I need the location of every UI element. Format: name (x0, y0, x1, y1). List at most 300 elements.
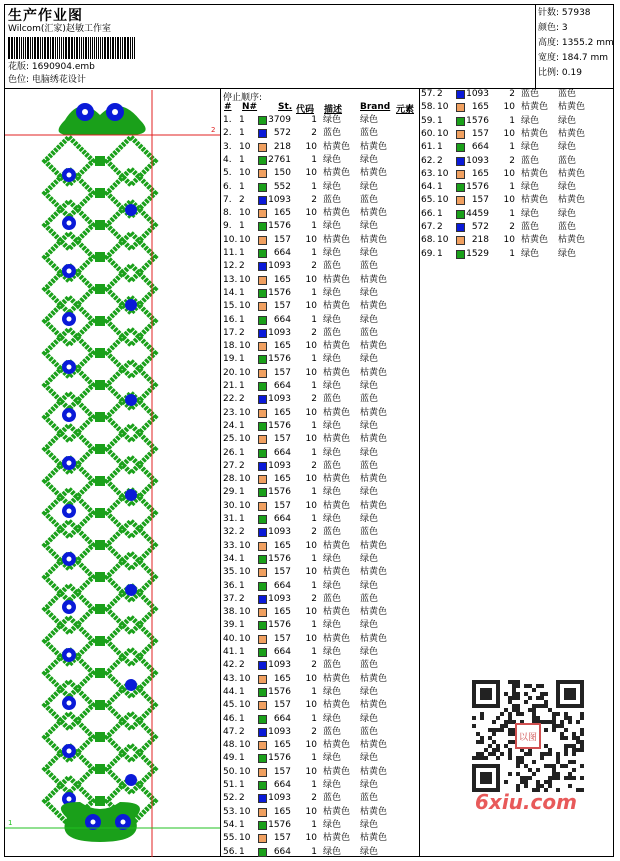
color-swatch (258, 342, 267, 351)
color-swatch (258, 196, 267, 205)
stop-brand: 枯黄色 (558, 102, 586, 113)
stop-stitches: 1529 (466, 248, 489, 259)
stop-code: 1 (509, 142, 515, 153)
stop-stitches: 165 (273, 540, 291, 551)
qr-module (576, 736, 580, 740)
qr-module (580, 716, 584, 720)
qr-module (564, 716, 568, 720)
stop-description: 绿色 (521, 248, 540, 259)
lattice-knot (95, 668, 105, 678)
lattice-knot (95, 348, 105, 358)
barcode-bar (44, 37, 46, 59)
qr-module (540, 704, 544, 708)
stop-description: 绿色 (323, 420, 342, 431)
side-flower-center (67, 317, 72, 322)
barcode-bar (40, 37, 41, 59)
lattice-knot (95, 572, 105, 582)
stop-brand: 蓝色 (558, 222, 577, 232)
qr-module (472, 724, 476, 728)
stop-description: 枯黄色 (323, 208, 351, 219)
stop-index: 19. (223, 354, 238, 365)
qr-module (508, 756, 512, 760)
stop-needle: 10 (437, 102, 449, 113)
stop-code: 2 (311, 527, 317, 538)
stop-brand: 枯黄色 (360, 234, 388, 245)
stop-code: 1 (311, 181, 317, 192)
stop-brand: 绿色 (360, 553, 379, 564)
stop-description: 绿色 (323, 647, 342, 657)
stop-description: 蓝色 (521, 155, 540, 166)
qr-module (548, 708, 552, 712)
stop-brand: 枯黄色 (360, 633, 388, 644)
stop-stitches: 664 (273, 314, 291, 325)
stop-needle: 1 (239, 115, 245, 125)
stop-stitches: 165 (273, 673, 291, 684)
stop-brand: 绿色 (360, 420, 379, 431)
stop-code: 1 (311, 381, 317, 391)
stop-description: 绿色 (323, 620, 342, 631)
stop-needle: 10 (239, 407, 251, 418)
barcode-bar (98, 37, 99, 59)
color-swatch (258, 276, 267, 285)
stop-needle: 1 (239, 780, 245, 790)
stop-description: 枯黄色 (521, 195, 549, 206)
stop-brand: 绿色 (558, 248, 577, 259)
color-swatch (258, 808, 267, 817)
stop-index: 20. (223, 367, 238, 378)
lattice-knot (95, 796, 105, 806)
qr-module (484, 756, 488, 760)
barcode-bar (50, 37, 51, 59)
stop-description: 绿色 (323, 381, 342, 391)
stop-stitches: 1576 (466, 115, 489, 126)
stop-brand: 蓝色 (360, 194, 379, 205)
qr-module (556, 752, 560, 756)
stop-index: 31. (223, 514, 238, 524)
stop-description: 绿色 (323, 487, 342, 498)
side-flower (125, 774, 137, 786)
stop-description: 绿色 (323, 154, 342, 165)
stop-brand: 枯黄色 (360, 740, 388, 751)
stop-code: 10 (503, 168, 515, 179)
stop-index: 45. (223, 700, 238, 711)
color-swatch (258, 302, 267, 311)
qr-module (544, 764, 548, 768)
qr-module (568, 744, 572, 748)
stop-description: 蓝色 (323, 793, 342, 804)
qr-finder (480, 688, 492, 700)
qr-module (552, 716, 556, 720)
color-swatch (456, 143, 465, 152)
stop-needle: 10 (239, 673, 251, 684)
qr-module (480, 740, 484, 744)
stop-needle: 10 (239, 367, 251, 378)
stop-description: 枯黄色 (323, 540, 351, 551)
stop-description: 蓝色 (323, 726, 342, 737)
design-height: 高度: 1355.2 mm (538, 38, 614, 48)
stop-code: 10 (305, 540, 317, 551)
qr-module (504, 724, 508, 728)
side-flower-center (67, 557, 72, 562)
qr-module (572, 776, 576, 780)
stop-index: 64. (421, 182, 436, 193)
qr-module (496, 744, 500, 748)
color-swatch (258, 555, 267, 564)
qr-module (564, 748, 568, 752)
stop-code: 2 (311, 593, 317, 604)
lattice-diamond (107, 617, 155, 665)
qr-module (552, 728, 556, 732)
stop-stitches: 1093 (466, 89, 489, 99)
stop-code: 2 (311, 261, 317, 272)
qr-module (520, 712, 524, 716)
stop-index: 29. (223, 487, 238, 498)
stop-brand: 绿色 (360, 287, 379, 298)
stop-needle: 2 (239, 527, 245, 538)
stop-needle: 1 (239, 381, 245, 391)
color-swatch (258, 249, 267, 258)
color-swatch (456, 250, 465, 259)
qr-module (508, 712, 512, 716)
lattice-knot (95, 156, 105, 166)
stop-stitches: 664 (273, 447, 291, 458)
stop-brand: 绿色 (558, 115, 577, 126)
stop-brand: 枯黄色 (558, 235, 586, 246)
barcode-bar (124, 37, 126, 59)
qr-module (488, 752, 492, 756)
qr-module (496, 748, 500, 752)
col-code: 代码 (296, 105, 315, 115)
stop-index: 37. (223, 593, 238, 604)
stop-needle: 1 (239, 553, 245, 564)
stop-code: 10 (305, 766, 317, 777)
stop-index: 49. (223, 753, 238, 764)
stop-sequence-heading: 停止顺序: (223, 93, 263, 103)
stop-stitches: 157 (273, 367, 291, 378)
stop-stitches: 664 (273, 580, 291, 591)
stop-needle: 10 (239, 766, 251, 777)
barcode-bar (102, 37, 103, 59)
color-swatch (258, 143, 267, 152)
stop-index: 48. (223, 740, 238, 751)
stop-stitches: 157 (273, 434, 291, 445)
stats-panel (538, 6, 614, 81)
qr-module (476, 740, 480, 744)
stop-index: 24. (223, 420, 238, 431)
stop-needle: 10 (239, 806, 251, 817)
qr-module (540, 752, 544, 756)
stop-stitches: 157 (273, 567, 291, 578)
stop-description: 绿色 (323, 780, 342, 790)
color-swatch (258, 502, 267, 511)
color-swatch (258, 621, 267, 630)
stop-code: 10 (305, 806, 317, 817)
qr-module (540, 696, 544, 700)
stop-description: 枯黄色 (323, 434, 351, 445)
stop-brand: 枯黄色 (360, 700, 388, 711)
list-divider (419, 88, 420, 857)
qr-module (544, 752, 548, 756)
stop-description: 绿色 (323, 753, 342, 764)
color-swatch (258, 435, 267, 444)
stop-brand: 枯黄色 (558, 128, 586, 139)
qr-module (516, 764, 520, 768)
qr-module (552, 764, 556, 768)
stop-index: 6. (223, 181, 232, 192)
qr-module (476, 732, 480, 736)
stop-stitches: 157 (273, 833, 291, 844)
color-swatch (258, 715, 267, 724)
qr-module (580, 712, 584, 716)
qr-module (568, 772, 572, 776)
qr-module (508, 680, 512, 684)
qr-module (544, 720, 548, 724)
stop-needle: 10 (239, 434, 251, 445)
qr-module (532, 704, 536, 708)
barcode-bar (63, 37, 64, 59)
stop-code: 2 (311, 793, 317, 804)
qr-module (496, 728, 500, 732)
qr-module (476, 752, 480, 756)
qr-module (576, 720, 580, 724)
qr-module (580, 788, 584, 792)
stop-needle: 1 (239, 287, 245, 298)
color-swatch (258, 422, 267, 431)
side-flower (125, 489, 137, 501)
color-swatch (258, 741, 267, 750)
stop-brand: 绿色 (360, 487, 379, 498)
stop-stitches: 157 (273, 500, 291, 511)
color-swatch (258, 821, 267, 830)
stop-needle: 1 (437, 248, 443, 259)
stop-stitches: 1576 (268, 487, 291, 498)
qr-module (476, 756, 480, 760)
side-flower (125, 299, 137, 311)
color-swatch (258, 329, 267, 338)
stop-brand: 绿色 (360, 580, 379, 591)
barcode-bar (134, 37, 135, 59)
stop-needle: 1 (437, 208, 443, 219)
stop-index: 17. (223, 327, 238, 338)
color-swatch (258, 542, 267, 551)
preview-marker-end: 2 (211, 126, 216, 134)
barcode-bar (32, 37, 33, 59)
stop-stitches: 664 (273, 846, 291, 857)
stop-code: 2 (509, 155, 515, 166)
stop-description: 枯黄色 (521, 102, 549, 113)
stop-brand: 枯黄色 (360, 208, 388, 219)
qr-module (484, 748, 488, 752)
stop-brand: 枯黄色 (360, 766, 388, 777)
side-flower-center (67, 173, 72, 178)
qr-module (532, 760, 536, 764)
side-flower (125, 679, 137, 691)
lattice-diamond (107, 521, 155, 569)
stop-code: 10 (305, 274, 317, 285)
stop-stitches: 1093 (268, 593, 291, 604)
stop-stitches: 165 (273, 208, 291, 219)
stop-needle: 1 (239, 580, 245, 591)
lattice-knot (95, 444, 105, 454)
stop-description: 枯黄色 (323, 833, 351, 844)
stop-stitches: 1093 (466, 155, 489, 166)
stop-brand: 枯黄色 (360, 500, 388, 511)
stop-code: 2 (311, 660, 317, 671)
qr-module (576, 740, 580, 744)
design-scale: 比例: 0.19 (538, 68, 582, 78)
stop-index: 44. (223, 686, 238, 697)
stop-code: 2 (311, 726, 317, 737)
stop-index: 7. (223, 194, 232, 205)
col-element: 元素 (396, 105, 415, 115)
stop-description: 绿色 (323, 314, 342, 325)
qr-module (524, 752, 528, 756)
col-index: # (224, 102, 232, 112)
lattice-knot (95, 188, 105, 198)
color-swatch (258, 675, 267, 684)
qr-module (548, 720, 552, 724)
barcode-bar (79, 37, 80, 59)
lattice-diamond (107, 425, 155, 473)
stop-code: 1 (509, 208, 515, 219)
stop-code: 1 (509, 115, 515, 126)
color-swatch (258, 834, 267, 843)
stop-code: 10 (305, 301, 317, 312)
color-swatch (258, 608, 267, 617)
stop-needle: 10 (239, 567, 251, 578)
qr-module (492, 732, 496, 736)
qr-module (568, 716, 572, 720)
qr-module (504, 708, 508, 712)
color-swatch (456, 236, 465, 245)
color-swatch (258, 781, 267, 790)
stop-needle: 1 (239, 314, 245, 325)
stop-brand: 蓝色 (558, 155, 577, 166)
qr-module (492, 728, 496, 732)
stop-stitches: 1576 (466, 182, 489, 193)
qr-module (504, 720, 508, 724)
embroidery-pattern (5, 90, 220, 857)
lattice-knot (95, 380, 105, 390)
stop-stitches: 1576 (268, 287, 291, 298)
qr-module (552, 768, 556, 772)
stop-brand: 蓝色 (360, 726, 379, 737)
stop-index: 59. (421, 115, 436, 126)
qr-module (524, 700, 528, 704)
stitch-count: 针数: 57938 (538, 8, 591, 18)
stop-index: 15. (223, 301, 238, 312)
qr-module (576, 748, 580, 752)
qr-finder (564, 688, 576, 700)
stop-stitches: 572 (471, 222, 489, 232)
qr-module (480, 716, 484, 720)
qr-module (516, 756, 520, 760)
qr-module (564, 728, 568, 732)
stop-stitches: 1093 (268, 327, 291, 338)
stop-index: 53. (223, 806, 238, 817)
stop-needle: 2 (437, 89, 443, 99)
stop-needle: 1 (239, 248, 245, 258)
stop-code: 10 (503, 128, 515, 139)
top-flower-center (112, 109, 118, 115)
qr-module (536, 784, 540, 788)
stop-code: 2 (509, 222, 515, 232)
barcode-bar (19, 37, 20, 59)
stop-brand: 枯黄色 (360, 607, 388, 618)
stop-code: 10 (305, 500, 317, 511)
qr-module (556, 724, 560, 728)
stop-brand: 蓝色 (360, 460, 379, 471)
stop-brand: 蓝色 (360, 660, 379, 671)
qr-module (524, 684, 528, 688)
side-flower-center (67, 797, 72, 802)
stop-stitches: 157 (273, 700, 291, 711)
stop-brand: 枯黄色 (360, 301, 388, 312)
qr-module (528, 776, 532, 780)
stop-stitches: 157 (471, 195, 489, 206)
stop-description: 绿色 (323, 819, 342, 830)
color-swatch (456, 117, 465, 126)
stop-index: 1. (223, 115, 232, 125)
stop-stitches: 157 (273, 766, 291, 777)
stop-description: 绿色 (323, 846, 342, 857)
stop-code: 10 (305, 700, 317, 711)
barcode-bar (96, 37, 97, 59)
stop-index: 54. (223, 819, 238, 830)
stop-needle: 2 (239, 194, 245, 205)
stop-stitches: 1093 (268, 261, 291, 272)
qr-module (472, 756, 476, 760)
top-leaf-cluster (59, 106, 146, 135)
stop-index: 50. (223, 766, 238, 777)
color-swatch (258, 209, 267, 218)
stop-description: 蓝色 (323, 261, 342, 272)
embroidery-preview (5, 90, 220, 857)
stop-stitches: 165 (471, 102, 489, 113)
stop-description: 绿色 (521, 142, 540, 153)
barcode-bar (55, 37, 56, 59)
stop-brand: 绿色 (360, 314, 379, 325)
side-flower-center (67, 221, 72, 226)
stop-code: 1 (311, 420, 317, 431)
stop-description: 绿色 (323, 115, 342, 125)
barcode-bar (37, 37, 39, 59)
lattice-knot (95, 732, 105, 742)
stop-description: 绿色 (521, 115, 540, 126)
qr-module (580, 728, 584, 732)
stop-code: 10 (305, 607, 317, 618)
side-flower (125, 204, 137, 216)
qr-module (544, 704, 548, 708)
stop-stitches: 1093 (268, 194, 291, 205)
qr-module (492, 740, 496, 744)
barcode-bar (120, 37, 121, 59)
stop-index: 61. (421, 142, 436, 153)
qr-module (508, 728, 512, 732)
qr-module (544, 780, 548, 784)
stats-divider (535, 4, 536, 88)
stop-index: 28. (223, 474, 238, 485)
stop-stitches: 157 (273, 301, 291, 312)
stop-description: 绿色 (323, 514, 342, 524)
stop-brand: 蓝色 (360, 394, 379, 405)
qr-module (548, 748, 552, 752)
side-flower-center (67, 701, 72, 706)
stop-stitches: 165 (273, 806, 291, 817)
stop-needle: 1 (239, 354, 245, 365)
color-swatch (258, 262, 267, 271)
stop-needle: 1 (239, 713, 245, 724)
